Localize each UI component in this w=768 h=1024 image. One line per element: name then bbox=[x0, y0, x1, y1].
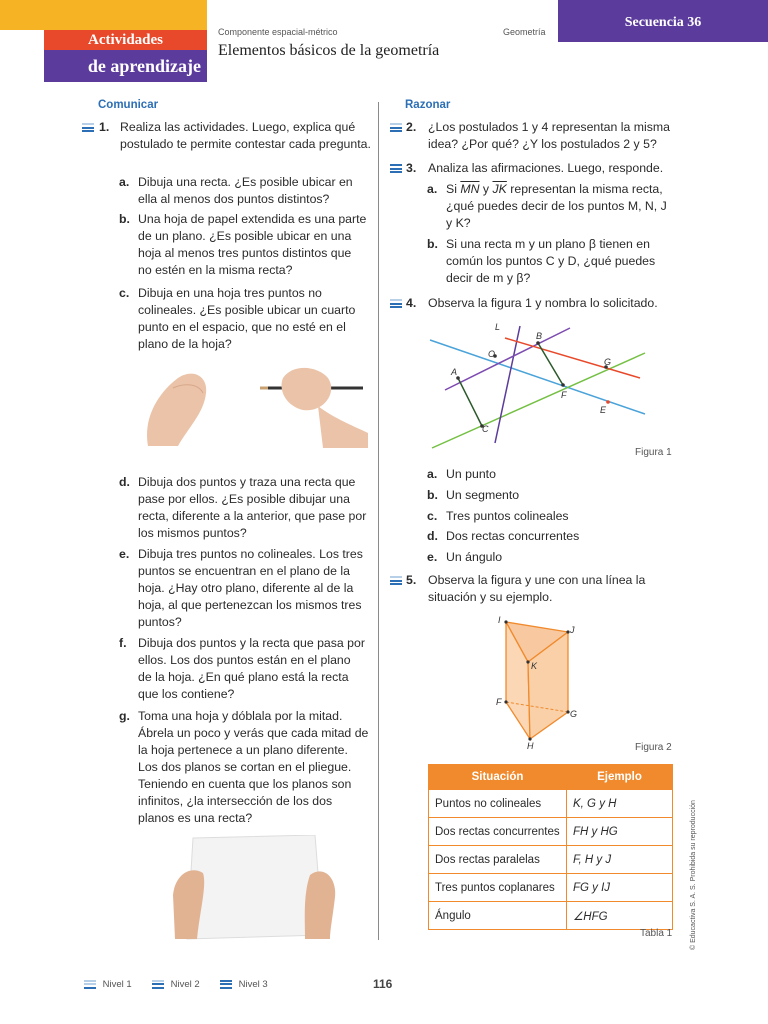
table-1-caption: Tabla 1 bbox=[640, 928, 673, 939]
copyright-notice: © Educactiva S. A. S. Prohibida su reproducción bbox=[690, 800, 697, 950]
hands-pencil-photo bbox=[118, 358, 368, 448]
question-3b: b. Si una recta m y un plano β tienen en común los puntos C y D, ¿qué puedes decir de m y β? bbox=[427, 237, 656, 285]
table-row: Puntos no colineales K, G y H bbox=[429, 790, 673, 818]
question-1g: g. Toma una hoja y dóblala por la mitad. Ábrela un poco y verás que cada mitad de la hoja pertenece a un plano diferente. Los dos planos se cortan en el pliegue. Teniendo en cuenta que los planos son infinitos, ¿la intersección de los dos planos es una recta? bbox=[119, 709, 369, 825]
fig2-label: H bbox=[527, 741, 534, 751]
question-1b: b. Una hoja de papel extendida es una parte de un plano. ¿Es posible ubicar en una hoja al menos tres puntos distintos que no estén en la misma recta? bbox=[119, 212, 367, 277]
level-2-icon bbox=[390, 576, 402, 585]
question-5: 5. Observa la figura y une con una línea la situación y su ejemplo. bbox=[390, 572, 680, 606]
figure-2-prism bbox=[488, 612, 588, 752]
learning-label: de aprendizaje bbox=[44, 50, 207, 82]
page-number: 116 bbox=[373, 977, 393, 991]
question-1a: a. Dibuja una recta. ¿Es posible ubicar en ella al menos dos puntos distintos? bbox=[119, 175, 353, 206]
level-2-icon bbox=[152, 980, 164, 989]
area-label: Geometría bbox=[503, 27, 546, 37]
header-yellow-band bbox=[0, 0, 207, 30]
column-divider bbox=[378, 102, 379, 940]
fig2-label: J bbox=[570, 625, 575, 635]
level-legend-1: Nivel 1 bbox=[84, 979, 132, 990]
table-header: Ejemplo bbox=[567, 765, 673, 790]
level-1-icon bbox=[84, 980, 96, 989]
q4-item-e: e. Un ángulo bbox=[427, 550, 503, 564]
fig1-label: C bbox=[482, 424, 489, 434]
q4-item-c: c. Tres puntos colineales bbox=[427, 509, 569, 523]
table-row: Dos rectas concurrentes FH y HG bbox=[429, 818, 673, 846]
activities-label: Actividades bbox=[44, 30, 207, 50]
fig2-label: F bbox=[496, 697, 502, 707]
question-3: 3. Analiza las afirmaciones. Luego, responde. bbox=[390, 160, 680, 177]
page-title: Elementos básicos de la geometría bbox=[218, 42, 440, 59]
table-row: Ángulo ∠HFG bbox=[429, 902, 673, 930]
fig1-label: E bbox=[600, 405, 607, 415]
level-legend-2: Nivel 2 bbox=[152, 979, 200, 990]
fig1-label: G bbox=[604, 357, 612, 367]
component-label: Componente espacial-métrico bbox=[218, 27, 338, 37]
situation-table bbox=[428, 764, 673, 930]
table-header: Situación bbox=[429, 765, 567, 790]
fig2-label: I bbox=[498, 615, 501, 625]
fig1-label: F bbox=[561, 390, 567, 400]
level-3-icon bbox=[220, 980, 232, 989]
question-3a: a. Si $\overline{MN}$ y $\overline{JK}$ representan la misma recta, ¿qué puedes decir de los puntos M, N, J y K? bbox=[427, 182, 667, 230]
section-razonar: Razonar bbox=[405, 99, 451, 111]
question-1f: f. Dibuja dos puntos y la recta que pasa por ellos. Los dos puntos están en el plano de la hoja. ¿En qué plano está la recta que los contiene? bbox=[119, 636, 365, 701]
sequence-badge: Secuencia 36 bbox=[558, 0, 768, 42]
fig2-label: G bbox=[570, 709, 578, 719]
level-2-icon bbox=[390, 299, 402, 308]
question-1c: c. Dibuja en una hoja tres puntos no colineales. ¿Es posible ubicar un cuarto punto en el espacio, que no esté en el plano de la hoja? bbox=[119, 286, 356, 351]
question-4: 4. Observa la figura 1 y nombra lo solicitado. bbox=[390, 295, 680, 312]
q4-item-d: d. Dos rectas concurrentes bbox=[427, 529, 580, 543]
figure-1-diagram bbox=[420, 318, 660, 458]
fig1-label: A bbox=[451, 367, 458, 377]
table-row: Dos rectas paralelas F, H y J bbox=[429, 846, 673, 874]
hands-paper-photo bbox=[165, 835, 345, 940]
question-1e: e. Dibuja tres puntos no colineales. Los tres puntos se encuentran en el plano de la hoja. ¿Hay otro plano, diferente al de la hoja, al que pertenezcan los mismos tres puntos? bbox=[119, 547, 363, 629]
level-3-icon bbox=[390, 164, 402, 173]
level-legend-3: Nivel 3 bbox=[220, 979, 268, 990]
fig1-label: O bbox=[488, 349, 496, 359]
level-2-icon bbox=[82, 123, 94, 132]
fig2-label: K bbox=[531, 661, 538, 671]
q4-item-b: b. Un segmento bbox=[427, 488, 520, 502]
table-row: Tres puntos coplanares FG y IJ bbox=[429, 874, 673, 902]
fig1-label: B bbox=[536, 331, 543, 341]
section-comunicar: Comunicar bbox=[98, 99, 159, 111]
question-1: 1. Realiza las actividades. Luego, explica qué postulado te permite contestar cada pregunta. bbox=[82, 119, 372, 153]
question-2: 2. ¿Los postulados 1 y 4 representan la misma idea? ¿Por qué? ¿Y los postulados 2 y 5? bbox=[390, 119, 680, 153]
question-1d: d. Dibuja dos puntos y traza una recta que pase por ellos. ¿Es posible dibujar una recta, diferente a la anterior, que pase por los mismos puntos? bbox=[119, 475, 367, 540]
figure-2-caption: Figura 2 bbox=[635, 742, 672, 753]
level-2-icon bbox=[390, 123, 402, 132]
q4-item-a: a. Un punto bbox=[427, 467, 496, 481]
fig1-label: L bbox=[495, 322, 501, 332]
figure-1-caption: Figura 1 bbox=[635, 447, 672, 458]
